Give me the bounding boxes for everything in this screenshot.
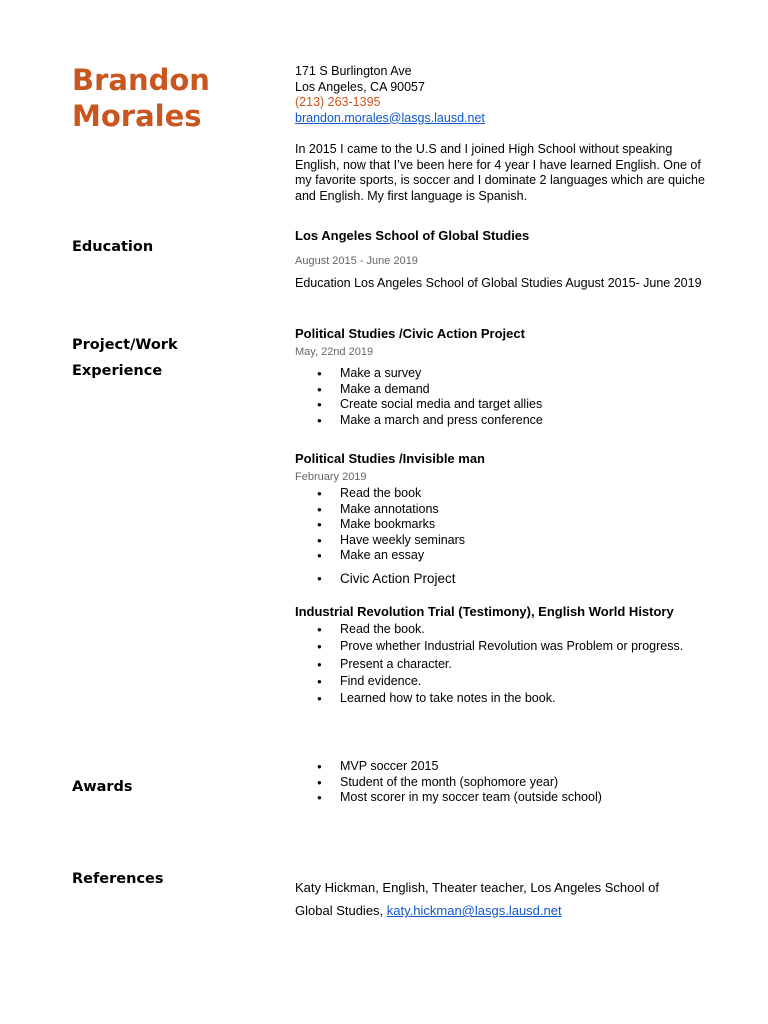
list-item: ● Most scorer in my soccer team (outside school) (295, 790, 602, 806)
list-item: ● Create social media and target allies (295, 397, 543, 413)
project-date: February 2019 (295, 471, 367, 483)
list-item: ● Present a character. (295, 656, 683, 673)
project-title: Industrial Revolution Trial (Testimony), English World History (295, 604, 674, 619)
first-name: Brandon (72, 63, 210, 97)
list-item: ● Prove whether Industrial Revolution was Problem or progress. (295, 638, 683, 655)
list-item: ● Make bookmarks (295, 517, 465, 533)
project-title: Political Studies /Invisible man (295, 451, 485, 466)
project-bullet-list (295, 621, 683, 707)
address-line-2: Los Angeles, CA 90057 (295, 79, 425, 94)
last-name: Morales (72, 99, 202, 133)
address-line-1: 171 S Burlington Ave (295, 64, 412, 78)
list-item: ● Have weekly seminars (295, 533, 465, 549)
list-item: ● Make a march and press conference (295, 413, 543, 429)
experience-heading-line-2: Experience (72, 363, 163, 379)
list-item: ● MVP soccer 2015 (295, 759, 602, 775)
summary-paragraph: In 2015 I came to the U.S and I joined High School without speaking English, now that I’ve been here for 4 year I have learned English. One of my favorite sports, is soccer and I dominate 2 languages which are quiche and English. My first language is Spanish. (295, 142, 705, 203)
awards-heading: Awards (72, 779, 133, 795)
education-description: Education Los Angeles School of Global Studies August 2015- June 2019 (295, 276, 702, 290)
reference-email-link[interactable]: katy.hickman@lasgs.lausd.net (386, 903, 562, 918)
experience-heading-line-1: Project/Work (72, 337, 178, 353)
list-item: ● Civic Action Project (295, 571, 456, 587)
candidate-name (72, 62, 272, 134)
project-bullet-list (295, 486, 465, 564)
experience-heading (72, 332, 232, 384)
list-item: ● Find evidence. (295, 673, 683, 690)
project-bullet-list (295, 366, 543, 429)
project-date: May, 22nd 2019 (295, 346, 374, 358)
education-dates: August 2015 - June 2019 (295, 255, 418, 267)
list-item: ● Read the book. (295, 621, 683, 638)
list-item: ● Make an essay (295, 548, 465, 564)
project-bullet-list-extra (295, 571, 456, 587)
email-link[interactable]: brandon.morales@lasgs.lausd.net (295, 110, 485, 125)
list-item: ● Make a survey (295, 366, 543, 382)
reference-text: Katy Hickman, English, Theater teacher, Los Angeles School of Global Studies, (295, 880, 659, 918)
list-item: ● Read the book (295, 486, 465, 502)
education-heading: Education (72, 239, 154, 255)
references-heading: References (72, 871, 164, 887)
project-title: Political Studies /Civic Action Project (295, 326, 525, 341)
education-school: Los Angeles School of Global Studies (295, 228, 530, 243)
awards-list (295, 759, 602, 806)
contact-info (295, 64, 715, 126)
list-item: ● Learned how to take notes in the book. (295, 690, 683, 707)
list-item: ● Student of the month (sophomore year) (295, 775, 602, 791)
list-item: ● Make a demand (295, 382, 543, 398)
phone-number: (213) 263-1395 (295, 95, 381, 109)
list-item: ● Make annotations (295, 502, 465, 518)
reference-entry (295, 876, 695, 922)
